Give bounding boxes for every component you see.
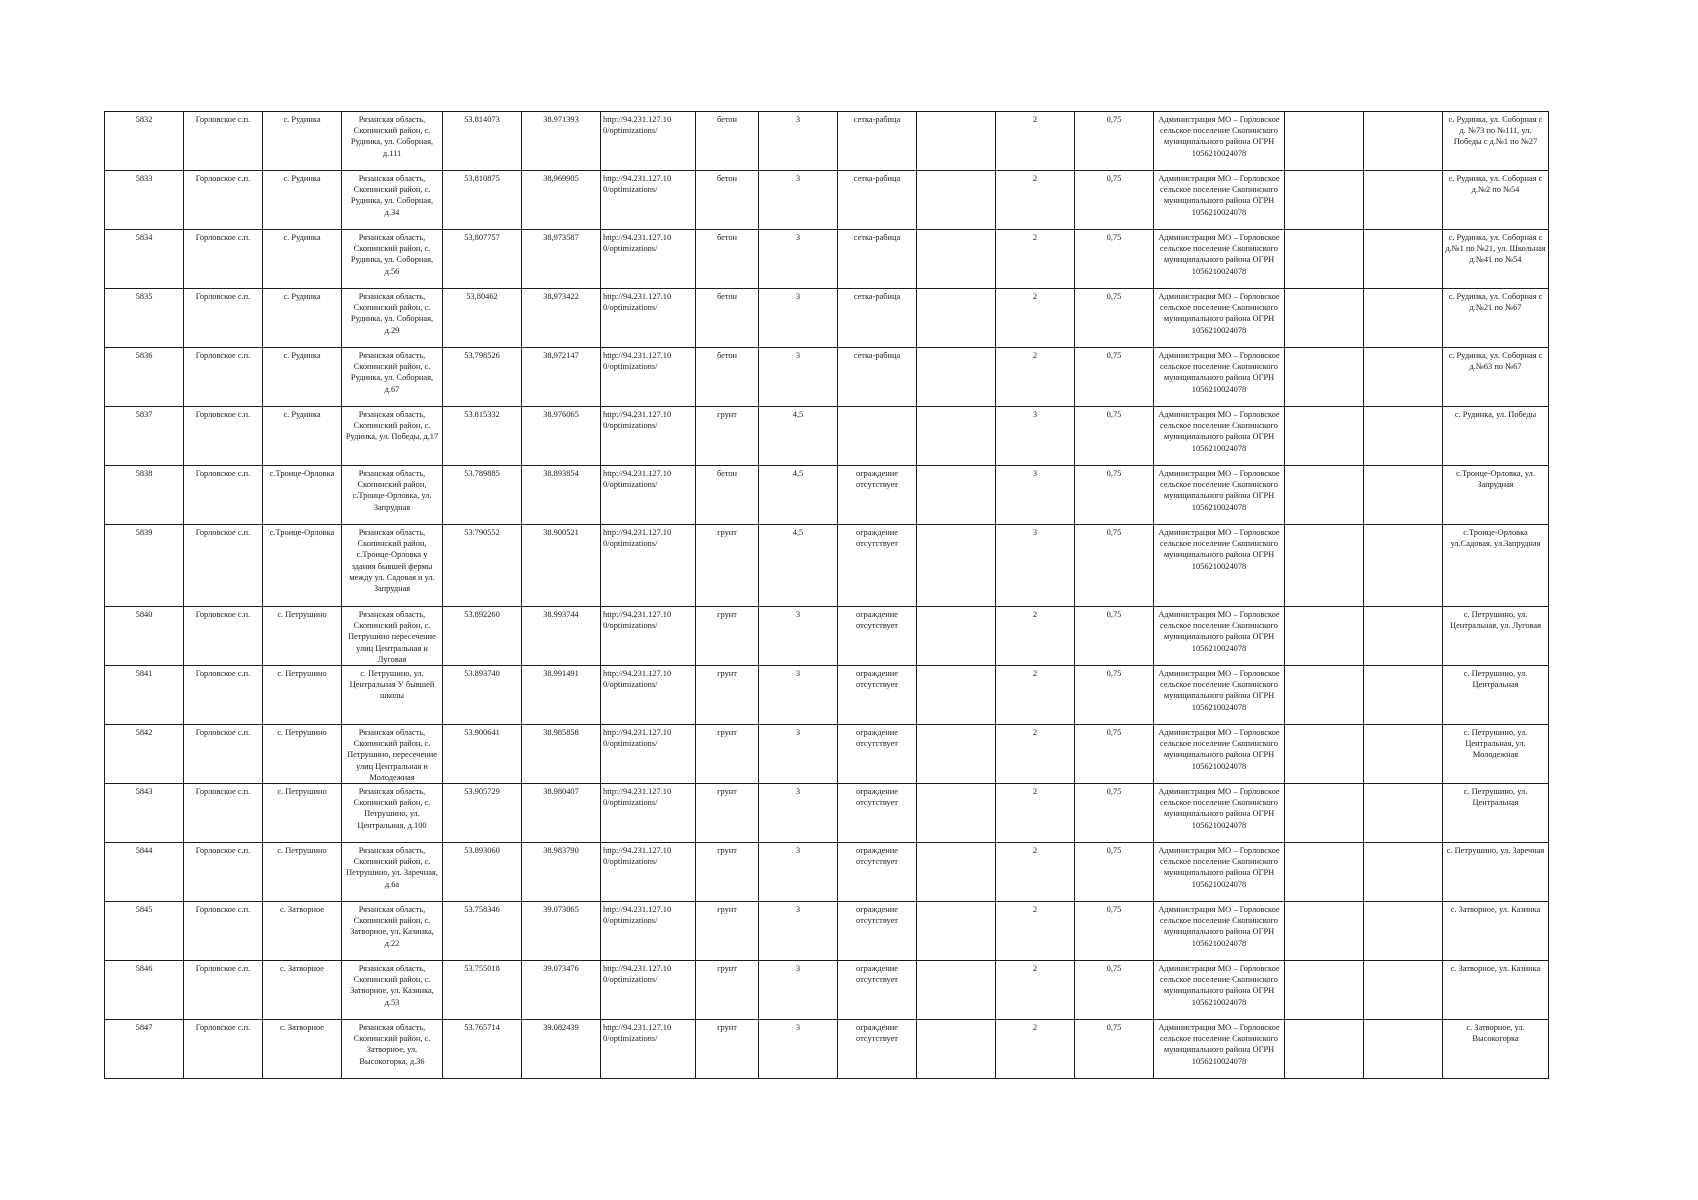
longitude-cell: 38.971393 (522, 112, 601, 171)
owner-cell: Администрация МО – Горловское сельское поселение Скопинского муниципального района ОГРН 1056210024078 (1154, 466, 1285, 525)
fence-cell: сетка-рабица (838, 112, 917, 171)
table-row (105, 784, 1549, 843)
address-cell: Рязанская область, Скопинский район, с. Рудинка, ул. Соборная, д.67 (342, 348, 443, 407)
surface-cell: грунт (696, 843, 759, 902)
longitude-cell: 38.983790 (522, 843, 601, 902)
url-cell: http://94.231.127.10 0/optimizations/ (601, 230, 696, 289)
empty-cell (917, 843, 996, 902)
table-row (105, 902, 1549, 961)
empty-cell (1285, 843, 1364, 902)
latitude-cell: 53.755018 (443, 961, 522, 1020)
containers-count-cell: 2 (996, 348, 1075, 407)
container-volume-cell: 0,75 (1075, 843, 1154, 902)
table-row (105, 289, 1549, 348)
empty-cell (917, 725, 996, 784)
url-cell: http://94.231.127.10 0/optimizations/ (601, 525, 696, 607)
waste-sources-cell: с. Петрушино, ул. Центральная (1443, 784, 1549, 843)
owner-cell: Администрация МО – Горловское сельское поселение Скопинского муниципального района ОГРН 1056210024078 (1154, 289, 1285, 348)
settlement-cell: Горловское с.п. (184, 525, 263, 607)
row-number-cell: 5843 (105, 784, 184, 843)
container-volume-cell: 0,75 (1075, 784, 1154, 843)
fence-cell (838, 407, 917, 466)
owner-cell: Администрация МО – Горловское сельское поселение Скопинского муниципального района ОГРН 1056210024078 (1154, 784, 1285, 843)
latitude-cell: 53,807757 (443, 230, 522, 289)
table-row (105, 725, 1549, 784)
locality-cell: с. Рудинка (263, 171, 342, 230)
empty-cell (917, 525, 996, 607)
waste-sources-cell: с. Петрушино, ул. Центральная, ул. Луговая (1443, 607, 1549, 666)
longitude-cell: 38,973587 (522, 230, 601, 289)
owner-cell: Администрация МО – Горловское сельское поселение Скопинского муниципального района ОГРН 1056210024078 (1154, 666, 1285, 725)
locality-cell: с. Петрушино (263, 725, 342, 784)
container-volume-cell: 0,75 (1075, 171, 1154, 230)
latitude-cell: 53.815332 (443, 407, 522, 466)
area-cell: 3 (759, 230, 838, 289)
row-number-cell: 5832 (105, 112, 184, 171)
fence-cell: сетка-рабица (838, 171, 917, 230)
containers-count-cell: 2 (996, 112, 1075, 171)
url-cell: http://94.231.127.10 0/optimizations/ (601, 784, 696, 843)
owner-cell: Администрация МО – Горловское сельское поселение Скопинского муниципального района ОГРН 1056210024078 (1154, 843, 1285, 902)
surface-cell: бетон (696, 112, 759, 171)
longitude-cell: 38.980407 (522, 784, 601, 843)
empty-cell (917, 348, 996, 407)
empty-cell (1285, 230, 1364, 289)
owner-cell: Администрация МО – Горловское сельское поселение Скопинского муниципального района ОГРН 1056210024078 (1154, 407, 1285, 466)
waste-sources-cell: с.Троице-Орловка, ул. Запрудная (1443, 466, 1549, 525)
empty-cell (1364, 961, 1443, 1020)
longitude-cell: 38,969905 (522, 171, 601, 230)
settlement-cell: Горловское с.п. (184, 407, 263, 466)
waste-sources-cell: с. Петрушино, ул. Центральная, ул. Молодежная (1443, 725, 1549, 784)
empty-cell (1285, 725, 1364, 784)
locality-cell: с. Рудинка (263, 348, 342, 407)
fence-cell: ограждение отсутствует (838, 525, 917, 607)
containers-count-cell: 2 (996, 666, 1075, 725)
area-cell: 4,5 (759, 525, 838, 607)
row-number-cell: 5842 (105, 725, 184, 784)
surface-cell: грунт (696, 961, 759, 1020)
surface-cell: бетон (696, 466, 759, 525)
longitude-cell: 39.073476 (522, 961, 601, 1020)
row-number-cell: 5845 (105, 902, 184, 961)
settlement-cell: Горловское с.п. (184, 112, 263, 171)
latitude-cell: 53.789885 (443, 466, 522, 525)
locality-cell: с. Затворное (263, 961, 342, 1020)
table-row (105, 466, 1549, 525)
locality-cell: с. Рудинка (263, 112, 342, 171)
address-cell: Рязанская область, Скопинский район, с. Рудинка, ул. Победы, д.17 (342, 407, 443, 466)
fence-cell: сетка-рабица (838, 348, 917, 407)
locality-cell: с. Петрушино (263, 784, 342, 843)
empty-cell (1364, 466, 1443, 525)
fence-cell: ограждение отсутствует (838, 902, 917, 961)
settlement-cell: Горловское с.п. (184, 348, 263, 407)
containers-count-cell: 3 (996, 525, 1075, 607)
url-cell: http://94.231.127.10 0/optimizations/ (601, 725, 696, 784)
settlement-cell: Горловское с.п. (184, 230, 263, 289)
settlement-cell: Горловское с.п. (184, 1020, 263, 1079)
table-row (105, 112, 1549, 171)
waste-sources-cell: с. Затворное, ул. Казинка (1443, 961, 1549, 1020)
area-cell: 4,5 (759, 466, 838, 525)
container-volume-cell: 0,75 (1075, 902, 1154, 961)
containers-count-cell: 2 (996, 902, 1075, 961)
table-row (105, 230, 1549, 289)
owner-cell: Администрация МО – Горловское сельское поселение Скопинского муниципального района ОГРН 1056210024078 (1154, 348, 1285, 407)
empty-cell (1364, 902, 1443, 961)
locality-cell: с. Рудинка (263, 407, 342, 466)
waste-sources-cell: с. Рудинка, ул. Соборная с д.№21 по №67 (1443, 289, 1549, 348)
empty-cell (1285, 171, 1364, 230)
area-cell: 3 (759, 171, 838, 230)
empty-cell (1364, 289, 1443, 348)
empty-cell (1285, 466, 1364, 525)
latitude-cell: 53.905729 (443, 784, 522, 843)
row-number-cell: 5834 (105, 230, 184, 289)
container-volume-cell: 0,75 (1075, 607, 1154, 666)
empty-cell (917, 171, 996, 230)
surface-cell: грунт (696, 784, 759, 843)
latitude-cell: 53,80462 (443, 289, 522, 348)
area-cell: 3 (759, 112, 838, 171)
latitude-cell: 53.758346 (443, 902, 522, 961)
settlement-cell: Горловское с.п. (184, 961, 263, 1020)
surface-cell: бетон (696, 230, 759, 289)
waste-sources-cell: с. Петрушино, ул. Заречная (1443, 843, 1549, 902)
address-cell: Рязанская область, Скопинский район, с.Троице-Орловка у здания бывшей фермы между ул. Садовая и ул. Запрудная (342, 525, 443, 607)
empty-cell (1285, 902, 1364, 961)
latitude-cell: 53,798526 (443, 348, 522, 407)
area-cell: 3 (759, 666, 838, 725)
empty-cell (1364, 843, 1443, 902)
table-row (105, 407, 1549, 466)
longitude-cell: 39.073065 (522, 902, 601, 961)
surface-cell: грунт (696, 407, 759, 466)
row-number-cell: 5833 (105, 171, 184, 230)
latitude-cell: 53.892260 (443, 607, 522, 666)
url-cell: http://94.231.127.10 0/optimizations/ (601, 607, 696, 666)
latitude-cell: 53.790552 (443, 525, 522, 607)
url-cell: http://94.231.127.10 0/optimizations/ (601, 666, 696, 725)
locality-cell: с. Затворное (263, 902, 342, 961)
area-cell: 4,5 (759, 407, 838, 466)
longitude-cell: 38.976065 (522, 407, 601, 466)
locality-cell: с. Петрушино (263, 607, 342, 666)
empty-cell (1285, 525, 1364, 607)
empty-cell (1285, 112, 1364, 171)
container-volume-cell: 0,75 (1075, 961, 1154, 1020)
area-cell: 3 (759, 1020, 838, 1079)
surface-cell: бетон (696, 289, 759, 348)
address-cell: Рязанская область, Скопинский район, с. Рудинка, ул. Соборная, д.111 (342, 112, 443, 171)
empty-cell (917, 607, 996, 666)
owner-cell: Администрация МО – Горловское сельское поселение Скопинского муниципального района ОГРН 1056210024078 (1154, 725, 1285, 784)
address-cell: Рязанская область, Скопинский район, с. Петрушино, ул. Центральная, д.100 (342, 784, 443, 843)
settlement-cell: Горловское с.п. (184, 171, 263, 230)
fence-cell: ограждение отсутствует (838, 466, 917, 525)
locality-cell: с. Петрушино (263, 666, 342, 725)
table-row (105, 171, 1549, 230)
locality-cell: с. Петрушино (263, 843, 342, 902)
containers-count-cell: 2 (996, 230, 1075, 289)
table-row (105, 666, 1549, 725)
row-number-cell: 5844 (105, 843, 184, 902)
empty-cell (1285, 407, 1364, 466)
row-number-cell: 5840 (105, 607, 184, 666)
container-volume-cell: 0,75 (1075, 725, 1154, 784)
waste-sources-cell: с. Рудинка, ул. Соборная с д. №73 по №111, ул. Победы с д.№1 по №27 (1443, 112, 1549, 171)
row-number-cell: 5846 (105, 961, 184, 1020)
containers-count-cell: 2 (996, 961, 1075, 1020)
longitude-cell: 38,973422 (522, 289, 601, 348)
container-volume-cell: 0,75 (1075, 525, 1154, 607)
empty-cell (1364, 784, 1443, 843)
settlement-cell: Горловское с.п. (184, 289, 263, 348)
fence-cell: ограждение отсутствует (838, 1020, 917, 1079)
empty-cell (917, 784, 996, 843)
waste-sources-cell: с. Рудинка, ул. Соборная с д.№1 по №21, ул. Школьная д.№41 по №54 (1443, 230, 1549, 289)
latitude-cell: 53,810875 (443, 171, 522, 230)
latitude-cell: 53.900641 (443, 725, 522, 784)
row-number-cell: 5835 (105, 289, 184, 348)
empty-cell (917, 112, 996, 171)
latitude-cell: 53.765714 (443, 1020, 522, 1079)
surface-cell: грунт (696, 607, 759, 666)
containers-count-cell: 2 (996, 843, 1075, 902)
owner-cell: Администрация МО – Горловское сельское поселение Скопинского муниципального района ОГРН 1056210024078 (1154, 902, 1285, 961)
empty-cell (917, 466, 996, 525)
container-volume-cell: 0,75 (1075, 407, 1154, 466)
containers-count-cell: 2 (996, 1020, 1075, 1079)
waste-sources-cell: с. Затворное, ул. Высокогорка (1443, 1020, 1549, 1079)
url-cell: http://94.231.127.10 0/optimizations/ (601, 466, 696, 525)
table-row (105, 525, 1549, 607)
container-volume-cell: 0,75 (1075, 466, 1154, 525)
fence-cell: ограждение отсутствует (838, 607, 917, 666)
empty-cell (1364, 725, 1443, 784)
surface-cell: бетон (696, 348, 759, 407)
fence-cell: ограждение отсутствует (838, 666, 917, 725)
settlement-cell: Горловское с.п. (184, 843, 263, 902)
fence-cell: ограждение отсутствует (838, 961, 917, 1020)
containers-count-cell: 2 (996, 725, 1075, 784)
containers-count-cell: 2 (996, 607, 1075, 666)
container-volume-cell: 0,75 (1075, 112, 1154, 171)
area-cell: 3 (759, 289, 838, 348)
containers-count-cell: 3 (996, 407, 1075, 466)
empty-cell (1364, 230, 1443, 289)
empty-cell (1285, 289, 1364, 348)
settlement-cell: Горловское с.п. (184, 666, 263, 725)
table-row (105, 607, 1549, 666)
containers-count-cell: 2 (996, 784, 1075, 843)
container-volume-cell: 0,75 (1075, 666, 1154, 725)
locality-cell: с.Троице-Орловка (263, 525, 342, 607)
table-body (105, 112, 1549, 1079)
url-cell: http://94.231.127.10 0/optimizations/ (601, 843, 696, 902)
empty-cell (917, 289, 996, 348)
empty-cell (1364, 607, 1443, 666)
url-cell: http://94.231.127.10 0/optimizations/ (601, 289, 696, 348)
surface-cell: грунт (696, 666, 759, 725)
owner-cell: Администрация МО – Горловское сельское поселение Скопинского муниципального района ОГРН 1056210024078 (1154, 112, 1285, 171)
url-cell: http://94.231.127.10 0/optimizations/ (601, 171, 696, 230)
owner-cell: Администрация МО – Горловское сельское поселение Скопинского муниципального района ОГРН 1056210024078 (1154, 607, 1285, 666)
settlement-cell: Горловское с.п. (184, 725, 263, 784)
settlement-cell: Горловское с.п. (184, 466, 263, 525)
address-cell: Рязанская область, Скопинский район, с. Затворное, ул. Казинка, д.22 (342, 902, 443, 961)
fence-cell: ограждение отсутствует (838, 784, 917, 843)
fence-cell: ограждение отсутствует (838, 725, 917, 784)
address-cell: Рязанская область, Скопинский район, с. Рудинка, ул. Соборная, д.34 (342, 171, 443, 230)
area-cell: 3 (759, 725, 838, 784)
containers-count-cell: 3 (996, 466, 1075, 525)
area-cell: 3 (759, 348, 838, 407)
empty-cell (917, 407, 996, 466)
address-cell: Рязанская область, Скопинский район, с. Петрушино пересечение улиц Центральная и Луговая (342, 607, 443, 666)
container-volume-cell: 0,75 (1075, 289, 1154, 348)
row-number-cell: 5838 (105, 466, 184, 525)
area-cell: 3 (759, 784, 838, 843)
settlement-cell: Горловское с.п. (184, 784, 263, 843)
address-cell: Рязанская область, Скопинский район, с. Рудинка, ул. Соборная, д.29 (342, 289, 443, 348)
locality-cell: с. Рудинка (263, 230, 342, 289)
surface-cell: грунт (696, 525, 759, 607)
fence-cell: сетка-рабица (838, 230, 917, 289)
area-cell: 3 (759, 607, 838, 666)
url-cell: http://94.231.127.10 0/optimizations/ (601, 902, 696, 961)
longitude-cell: 38,972147 (522, 348, 601, 407)
empty-cell (1364, 348, 1443, 407)
waste-sources-cell: с. Рудинка, ул. Соборная с д.№2 по №54 (1443, 171, 1549, 230)
url-cell: http://94.231.127.10 0/optimizations/ (601, 1020, 696, 1079)
empty-cell (1285, 784, 1364, 843)
address-cell: Рязанская область, Скопинский район, с. Затворное, ул. Высокогорка, д.36 (342, 1020, 443, 1079)
fence-cell: ограждение отсутствует (838, 843, 917, 902)
latitude-cell: 53.814073 (443, 112, 522, 171)
empty-cell (1285, 348, 1364, 407)
locality-cell: с. Затворное (263, 1020, 342, 1079)
owner-cell: Администрация МО – Горловское сельское поселение Скопинского муниципального района ОГРН 1056210024078 (1154, 525, 1285, 607)
container-volume-cell: 0,75 (1075, 230, 1154, 289)
empty-cell (1364, 407, 1443, 466)
latitude-cell: 53.893060 (443, 843, 522, 902)
address-cell: Рязанская область, Скопинский район, с. Рудинка, ул. Соборная, д.56 (342, 230, 443, 289)
address-cell: Рязанская область, Скопинский район, с. Затворное, ул. Казинка, д.53 (342, 961, 443, 1020)
empty-cell (1285, 961, 1364, 1020)
address-cell: с. Петрушино, ул. Центральная У бывшей школы (342, 666, 443, 725)
containers-count-cell: 2 (996, 171, 1075, 230)
longitude-cell: 39.082439 (522, 1020, 601, 1079)
empty-cell (917, 902, 996, 961)
waste-sources-cell: с. Затворное, ул. Казинка (1443, 902, 1549, 961)
url-cell: http://94.231.127.10 0/optimizations/ (601, 112, 696, 171)
surface-cell: грунт (696, 725, 759, 784)
row-number-cell: 5847 (105, 1020, 184, 1079)
row-number-cell: 5841 (105, 666, 184, 725)
row-number-cell: 5837 (105, 407, 184, 466)
waste-sources-cell: с. Рудинка, ул. Соборная с д.№63 по №67 (1443, 348, 1549, 407)
waste-sources-cell: с.Троице-Орловка ул.Садовая, ул.Запрудная (1443, 525, 1549, 607)
locality-cell: с.Троице-Орловка (263, 466, 342, 525)
locality-cell: с. Рудинка (263, 289, 342, 348)
row-number-cell: 5836 (105, 348, 184, 407)
surface-cell: грунт (696, 1020, 759, 1079)
owner-cell: Администрация МО – Горловское сельское поселение Скопинского муниципального района ОГРН 1056210024078 (1154, 171, 1285, 230)
table-row (105, 843, 1549, 902)
address-cell: Рязанская область, Скопинский район, с. Петрушино, ул. Заречная, д.6а (342, 843, 443, 902)
table-row (105, 348, 1549, 407)
empty-cell (1364, 525, 1443, 607)
empty-cell (1364, 112, 1443, 171)
longitude-cell: 38.985858 (522, 725, 601, 784)
container-volume-cell: 0,75 (1075, 1020, 1154, 1079)
empty-cell (1285, 666, 1364, 725)
table-row (105, 1020, 1549, 1079)
longitude-cell: 38.991491 (522, 666, 601, 725)
row-number-cell: 5839 (105, 525, 184, 607)
empty-cell (1364, 1020, 1443, 1079)
empty-cell (1285, 1020, 1364, 1079)
empty-cell (1364, 666, 1443, 725)
url-cell: http://94.231.127.10 0/optimizations/ (601, 407, 696, 466)
empty-cell (1285, 607, 1364, 666)
empty-cell (917, 961, 996, 1020)
address-cell: Рязанская область, Скопинский район, с. Петрушино, пересечение улиц Центральная и Молодежная (342, 725, 443, 784)
address-cell: Рязанская область, Скопинский район, с.Троице-Орловка, ул. Запрудная (342, 466, 443, 525)
waste-sources-cell: с. Рудинка, ул. Победы (1443, 407, 1549, 466)
owner-cell: Администрация МО – Горловское сельское поселение Скопинского муниципального района ОГРН 1056210024078 (1154, 1020, 1285, 1079)
latitude-cell: 53.893740 (443, 666, 522, 725)
owner-cell: Администрация МО – Горловское сельское поселение Скопинского муниципального района ОГРН 1056210024078 (1154, 961, 1285, 1020)
empty-cell (917, 1020, 996, 1079)
table-row (105, 961, 1549, 1020)
area-cell: 3 (759, 961, 838, 1020)
settlement-cell: Горловское с.п. (184, 607, 263, 666)
surface-cell: бетон (696, 171, 759, 230)
url-cell: http://94.231.127.10 0/optimizations/ (601, 348, 696, 407)
containers-count-cell: 2 (996, 289, 1075, 348)
longitude-cell: 38.900521 (522, 525, 601, 607)
empty-cell (917, 230, 996, 289)
surface-cell: грунт (696, 902, 759, 961)
settlement-cell: Горловское с.п. (184, 902, 263, 961)
url-cell: http://94.231.127.10 0/optimizations/ (601, 961, 696, 1020)
area-cell: 3 (759, 902, 838, 961)
empty-cell (917, 666, 996, 725)
fence-cell: сетка-рабица (838, 289, 917, 348)
owner-cell: Администрация МО – Горловское сельское поселение Скопинского муниципального района ОГРН 1056210024078 (1154, 230, 1285, 289)
container-sites-table (104, 111, 1549, 1079)
waste-sources-cell: с. Петрушино, ул. Центральная (1443, 666, 1549, 725)
area-cell: 3 (759, 843, 838, 902)
longitude-cell: 38.993744 (522, 607, 601, 666)
longitude-cell: 38.893854 (522, 466, 601, 525)
container-volume-cell: 0,75 (1075, 348, 1154, 407)
empty-cell (1364, 171, 1443, 230)
